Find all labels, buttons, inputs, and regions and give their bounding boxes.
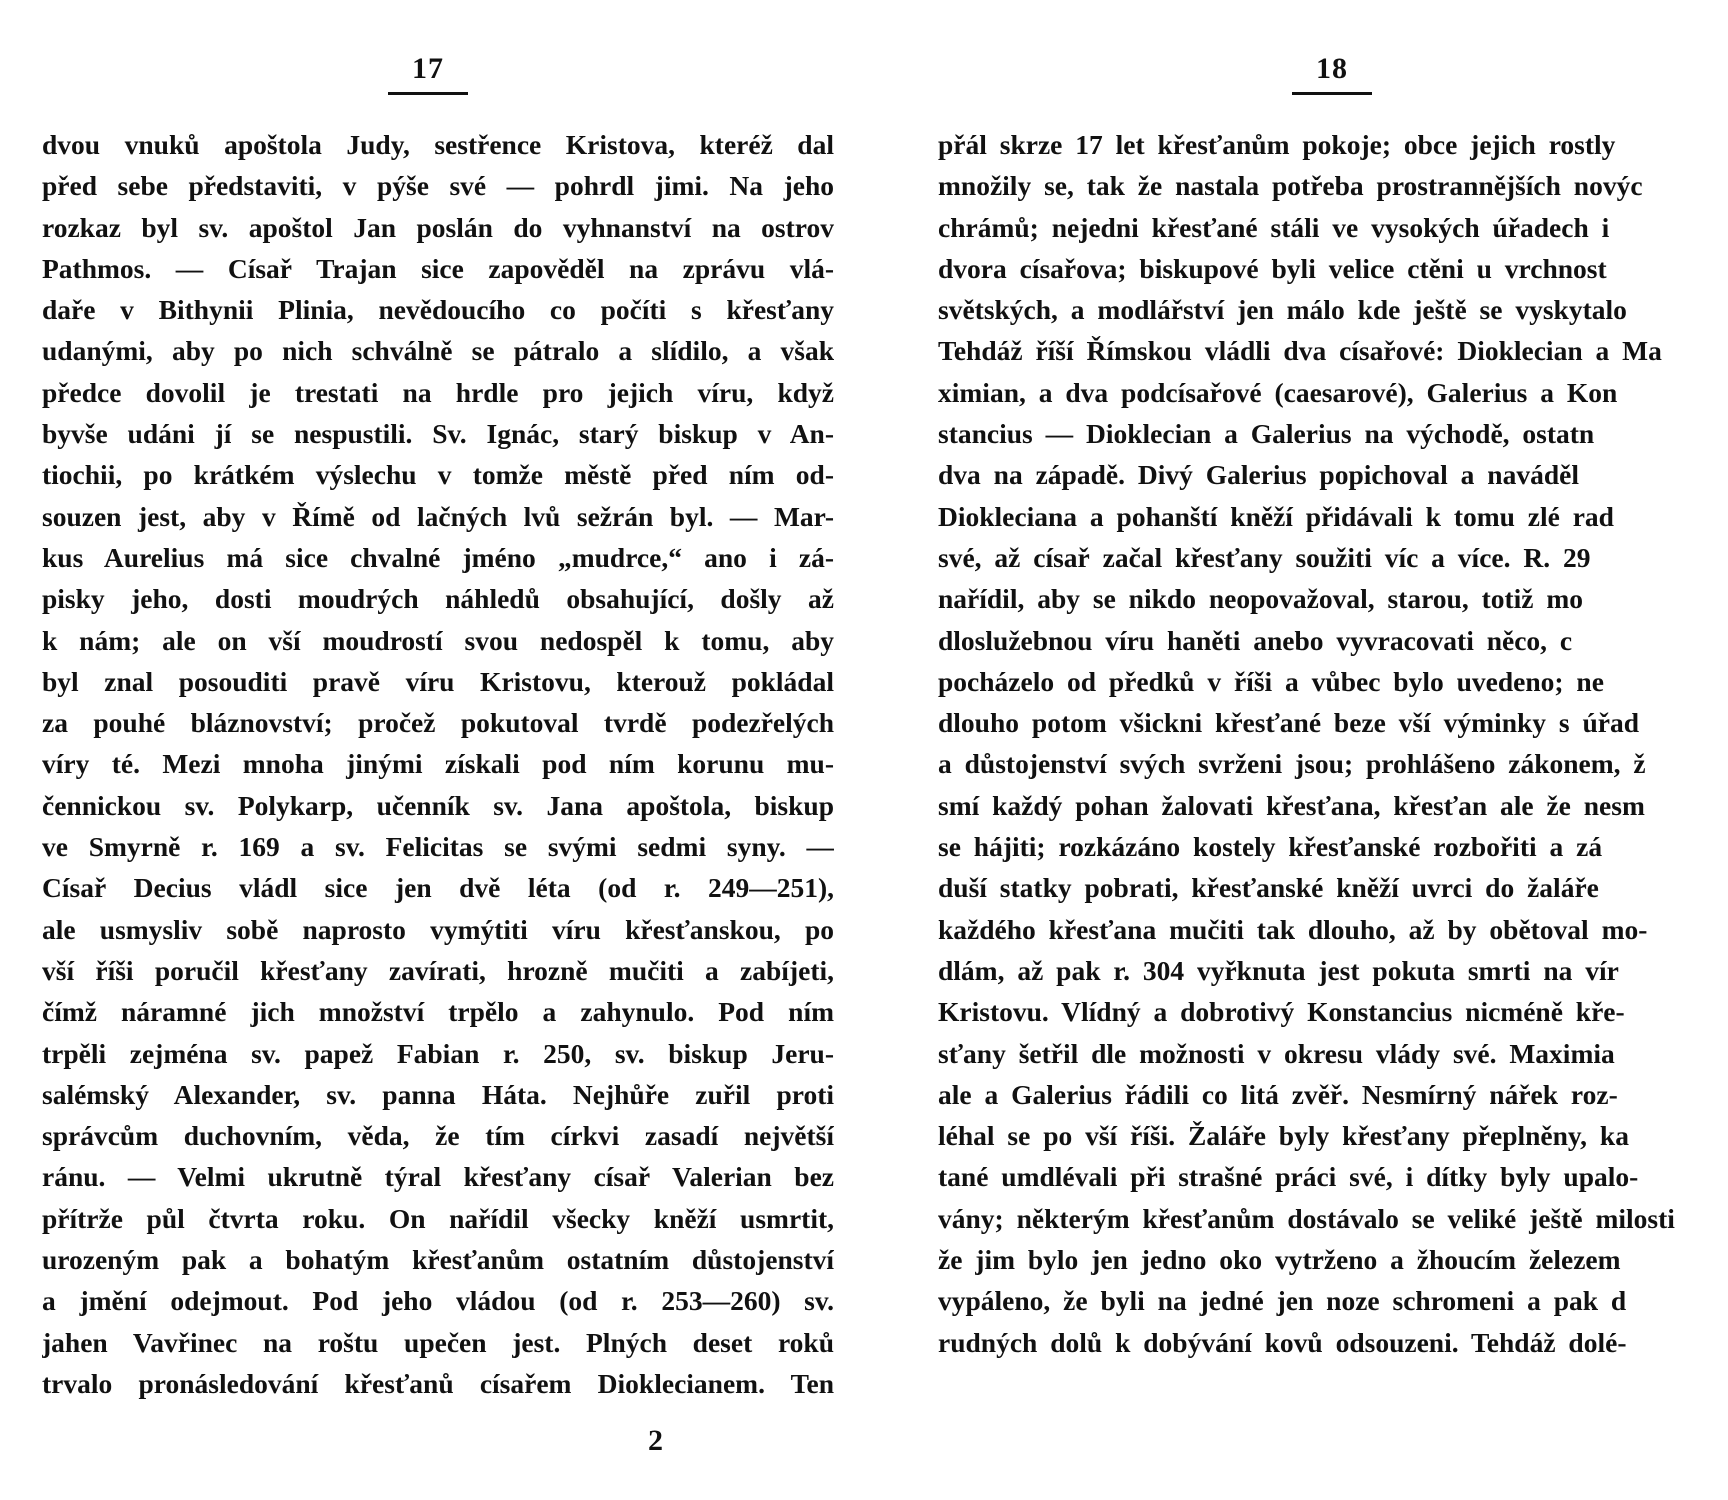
text-line: duší statky pobrati, křesťanské kněží uvrci do žaláře <box>938 872 1599 904</box>
text-line: čennickou sv. Polykarp, učenník sv. Jana apoštola, biskup <box>42 789 834 821</box>
text-line: přítrže půl čtvrta roku. On nařídil všecky kněží usmrtit, <box>42 1202 834 1234</box>
text-line: čímž náramné jich množství trpělo a zahynulo. Pod ním <box>42 996 834 1028</box>
text-line: své, až císař začal křesťany soužiti víc a více. R. 29 <box>938 541 1591 573</box>
text-line: že jim bylo jen jedno oko vytrženo a žhoucím železem <box>938 1244 1621 1276</box>
text-line: vší říši poručil křesťany zavírati, hrozně mučiti a zabíjeti, <box>42 954 834 986</box>
text-line: se hájiti; rozkázáno kostely křesťanské rozbořiti a zá <box>938 831 1603 863</box>
text-line: ale a Galerius řádili co litá zvěř. Nesmírný nářek roz- <box>938 1078 1618 1110</box>
right-page <box>864 0 1728 1500</box>
text-line: kus Aurelius má sice chvalné jméno „mudrce,“ ano i zá- <box>42 541 834 573</box>
page-number-right: 18 <box>1292 52 1372 95</box>
text-line: dva na západě. Divý Galerius popichoval a naváděl <box>938 459 1579 491</box>
text-line: trvalo pronásledování křesťanů císařem Dioklecianem. Ten <box>42 1367 834 1399</box>
text-line: Diokleciana a pohanští kněží přidávali k tomu zlé rad <box>938 500 1614 532</box>
text-line: pocházelo od předků v říši a vůbec bylo uvedeno; ne <box>938 665 1604 697</box>
text-line: dlouho potom všickni křesťané beze vší výminky s úřad <box>938 707 1640 739</box>
text-line: dvou vnuků apoštola Judy, sestřence Kristova, kteréž dal <box>42 129 834 160</box>
text-line: rudných dolů k dobývání kovů odsouzeni. Tehdáž dolé- <box>938 1326 1627 1358</box>
text-line: a důstojenství svých svrženi jsou; prohlášeno zákonem, ž <box>938 748 1646 780</box>
left-page-text <box>42 124 834 1404</box>
text-line: a jmění odejmout. Pod jeho vládou (od r. 253—260) sv. <box>42 1285 834 1317</box>
text-line: Kristovu. Vlídný a dobrotivý Konstancius nicméně kře- <box>938 996 1625 1028</box>
text-line: Tehdáž říší Římskou vládli dva císařové: Dioklecian a Ma <box>938 335 1662 367</box>
text-line: ximian, a dva podcísařové (caesarové), Galerius a Kon <box>938 376 1618 408</box>
text-line: léhal se po vší říši. Žaláře byly křesťany přeplněny, ka <box>938 1120 1629 1152</box>
text-line: nařídil, aby se nikdo neopovažoval, starou, totiž mo <box>938 583 1584 615</box>
text-line: byl znal posouditi pravě víru Kristovu, kterouž pokládal <box>42 665 834 697</box>
signature-mark: 2 <box>648 1424 663 1457</box>
text-line: dvora císařova; biskupové byli velice ctěni u vrchnost <box>938 252 1607 284</box>
text-line: salémský Alexander, sv. panna Háta. Nejhůře zuřil proti <box>42 1078 834 1110</box>
page-number-left: 17 <box>388 52 468 95</box>
text-line: za pouhé bláznovství; pročež pokutoval tvrdě podezřelých <box>42 707 834 739</box>
text-line: dloslužebnou víru haněti anebo vyvracovati něco, c <box>938 624 1573 656</box>
text-line: stancius — Dioklecian a Galerius na východě, ostatn <box>938 418 1595 450</box>
text-line: sťany šetřil dle možnosti v okresu vlády své. Maximia <box>938 1037 1615 1069</box>
text-line: předce dovolil je trestati na hrdle pro jejich víru, když <box>42 376 834 408</box>
text-line: ránu. — Velmi ukrutně týral křesťany císař Valerian bez <box>42 1161 834 1193</box>
text-line: Pathmos. — Císař Trajan sice zapověděl na zprávu vlá- <box>42 252 834 284</box>
text-line: udanými, aby po nich schválně se pátralo a slídilo, a však <box>42 335 834 367</box>
text-line: souzen jest, aby v Římě od lačných lvů sežrán byl. — Mar- <box>42 500 834 532</box>
text-line: ale usmysliv sobě naprosto vymýtiti víru křesťanskou, po <box>42 913 834 945</box>
text-line: víry té. Mezi mnoha jinými získali pod ním korunu mu- <box>42 748 834 780</box>
text-line: chrámů; nejedni křesťané stáli ve vysokých úřadech i <box>938 211 1610 243</box>
text-line: vypáleno, že byli na jedné jen noze schromeni a pak d <box>938 1285 1627 1317</box>
text-line: byvše udáni jí se nespustili. Sv. Ignác, starý biskup v An- <box>42 418 834 450</box>
text-line: k nám; ale on vší moudrostí svou nedospěl k tomu, aby <box>42 624 834 656</box>
text-line: smí každý pohan žalovati křesťana, křesťan ale že nesm <box>938 789 1645 821</box>
text-line: tiochii, po krátkém výslechu v tomže městě před ním od- <box>42 459 834 491</box>
text-line: daře v Bithynii Plinia, nevědoucího co počíti s křesťany <box>42 294 834 326</box>
text-line: správcům duchovním, věda, že tím církvi zasadí největší <box>42 1120 834 1152</box>
text-line: dlám, až pak r. 304 vyřknuta jest pokuta smrti na vír <box>938 954 1619 986</box>
text-line: Císař Decius vládl sice jen dvě léta (od r. 249—251), <box>42 872 834 904</box>
text-line: tané umdlévali při strašné práci své, i dítky byly upalo- <box>938 1161 1639 1193</box>
text-line: vány; některým křesťanům dostávalo se veliké ještě milosti <box>938 1202 1675 1234</box>
text-line: jahen Vavřinec na roštu upečen jest. Plných deset roků <box>42 1326 834 1358</box>
text-line: trpěli zejména sv. papež Fabian r. 250, sv. biskup Jeru- <box>42 1037 834 1069</box>
text-line: množily se, tak že nastala potřeba prostrannějších novýc <box>938 170 1643 202</box>
text-line: před sebe představiti, v pýše své — pohrdl jimi. Na jeho <box>42 170 834 202</box>
text-line: urozeným pak a bohatým křesťanům ostatním důstojenství <box>42 1244 834 1276</box>
text-line: rozkaz byl sv. apoštol Jan poslán do vyhnanství na ostrov <box>42 211 834 243</box>
text-line: každého křesťana mučiti tak dlouho, až by obětoval mo- <box>938 913 1648 945</box>
text-line: světských, a modlářství jen málo kde ještě se vyskytalo <box>938 294 1627 326</box>
text-line: pisky jeho, dosti moudrých náhledů obsahující, došly až <box>42 583 834 615</box>
text-line: přál skrze 17 let křesťanům pokoje; obce jejich rostly <box>938 129 1616 160</box>
right-page-text <box>938 124 1718 1363</box>
text-line: ve Smyrně r. 169 a sv. Felicitas se svými sedmi syny. — <box>42 831 834 863</box>
